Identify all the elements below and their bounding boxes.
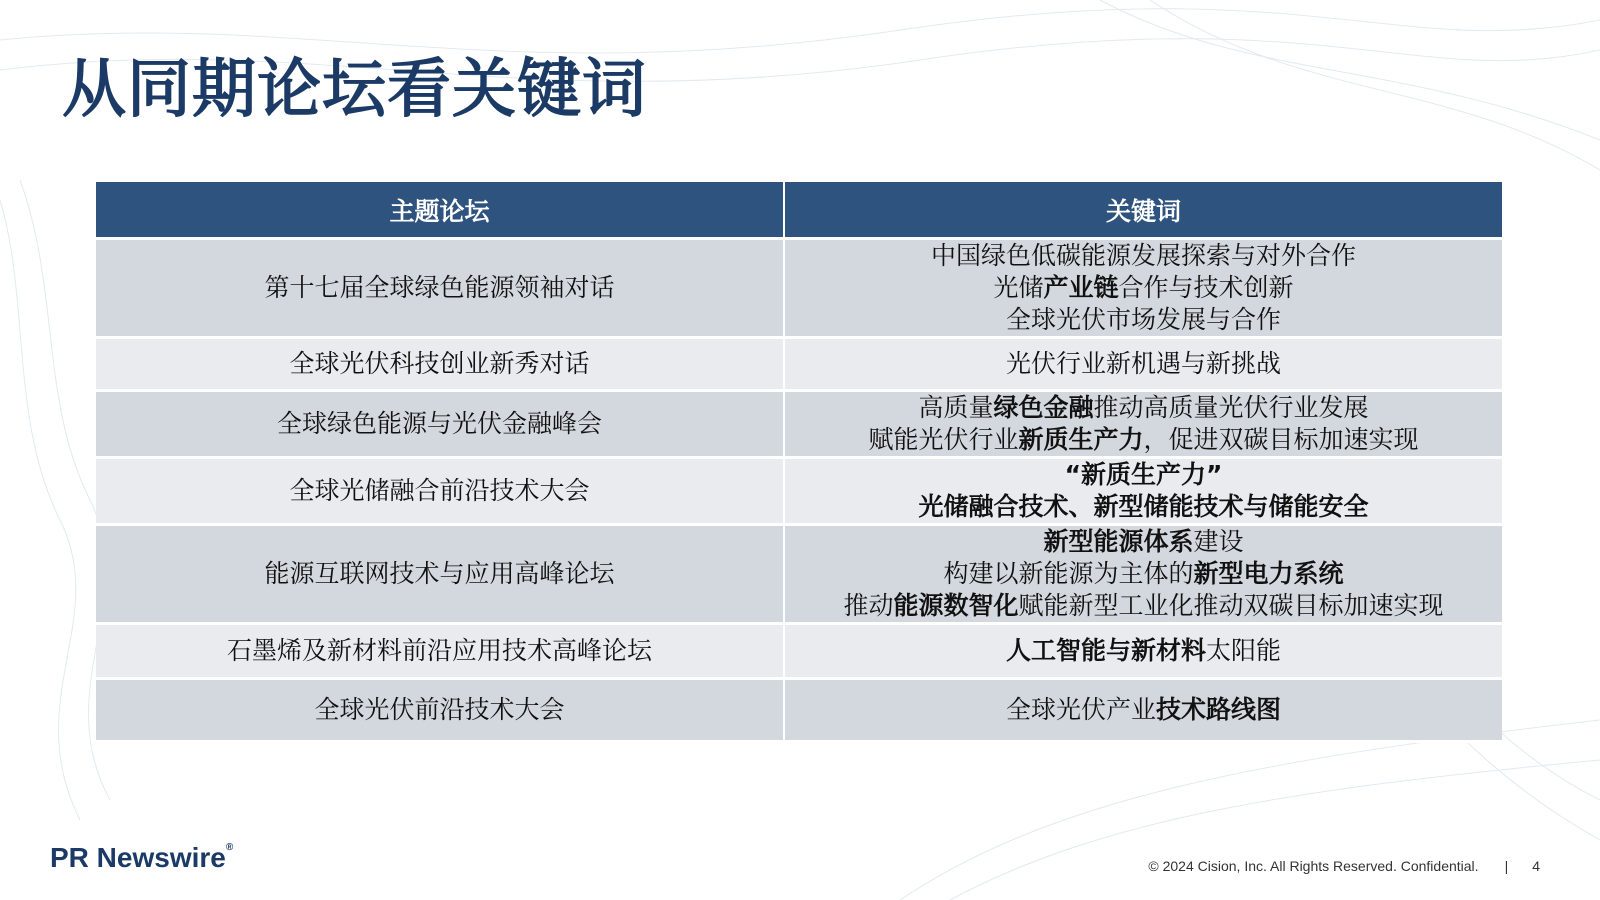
keyword-highlight: “新质生产力” [1064,460,1223,489]
keyword-highlight: 新质生产力 [1018,425,1144,454]
keyword-line [795,424,1492,456]
keyword-highlight: 人工智能与新材料 [1005,636,1206,665]
footer-copyright [1148,858,1540,874]
keyword-table [96,182,1502,743]
keyword-line [795,694,1492,726]
forum-cell: 石墨烯及新材料前沿应用技术高峰论坛 [96,624,784,679]
keywords-cell [784,391,1502,458]
table-row [96,525,1502,624]
keyword-text: 建设 [1193,527,1244,556]
column-header-keywords: 关键词 [784,182,1502,239]
logo-registered-mark: ® [225,842,234,853]
keyword-line [795,459,1492,491]
keyword-highlight: 新型能源体系 [1043,527,1194,556]
table-row [96,458,1502,525]
keyword-text: 全球光伏市场发展与合作 [1005,305,1281,334]
table-row [96,679,1502,742]
keyword-highlight: 光储融合技术、新型储能技术与储能安全 [918,492,1369,521]
table-row [96,391,1502,458]
keywords-cell [784,679,1502,742]
keyword-highlight: 技术路线图 [1156,695,1282,724]
page-title: 从同期论坛看关键词 [62,53,647,127]
keyword-line [795,348,1492,380]
keywords-cell [784,239,1502,338]
footer-separator: | [1504,858,1509,874]
pr-newswire-logo [50,842,233,874]
keyword-line [795,491,1492,523]
keyword-line [795,272,1492,304]
keyword-text: 光储 [993,273,1044,302]
keywords-cell [784,338,1502,391]
copyright-text: © 2024 Cision, Inc. All Rights Reserved. Confidential. [1148,858,1479,874]
forum-cell: 全球光伏前沿技术大会 [96,679,784,742]
keyword-text: 中国绿色低碳能源发展探索与对外合作 [930,241,1356,270]
keywords-cell [784,525,1502,624]
logo-text: PR Newswire [50,842,226,873]
keyword-text: ，促进双碳目标加速实现 [1143,425,1419,454]
keyword-text: 太阳能 [1206,636,1282,665]
table-body [96,239,1502,742]
keywords-cell [784,624,1502,679]
keyword-text: 高质量 [918,393,994,422]
keyword-line [795,526,1492,558]
keyword-line [795,590,1492,622]
keyword-text: 赋能新型工业化推动双碳目标加速实现 [1018,591,1444,620]
forum-cell: 全球绿色能源与光伏金融峰会 [96,391,784,458]
keyword-text: 赋能光伏行业 [868,425,1019,454]
forum-cell: 能源互联网技术与应用高峰论坛 [96,525,784,624]
column-header-forum: 主题论坛 [96,182,784,239]
table-row [96,239,1502,338]
keyword-highlight: 绿色金融 [993,393,1094,422]
table-header-row [96,182,1502,239]
keyword-line [795,304,1492,336]
keyword-text: 推动高质量光伏行业发展 [1093,393,1369,422]
keyword-line [795,558,1492,590]
page-number: 4 [1532,858,1540,874]
forum-cell: 全球光储融合前沿技术大会 [96,458,784,525]
keyword-text: 推动 [843,591,894,620]
table-row [96,338,1502,391]
forum-cell: 全球光伏科技创业新秀对话 [96,338,784,391]
keyword-line [795,635,1492,667]
keywords-cell [784,458,1502,525]
keyword-text: 全球光伏产业 [1005,695,1156,724]
table-row [96,624,1502,679]
keyword-text: 合作与技术创新 [1118,273,1294,302]
keyword-line [795,392,1492,424]
keyword-table-container [96,182,1502,743]
keyword-highlight: 新型电力系统 [1193,559,1344,588]
keyword-text: 光伏行业新机遇与新挑战 [1005,349,1281,378]
keyword-text: 构建以新能源为主体的 [943,559,1194,588]
keyword-line [795,240,1492,272]
forum-cell: 第十七届全球绿色能源领袖对话 [96,239,784,338]
keyword-highlight: 产业链 [1043,273,1119,302]
keyword-highlight: 能源数智化 [893,591,1019,620]
